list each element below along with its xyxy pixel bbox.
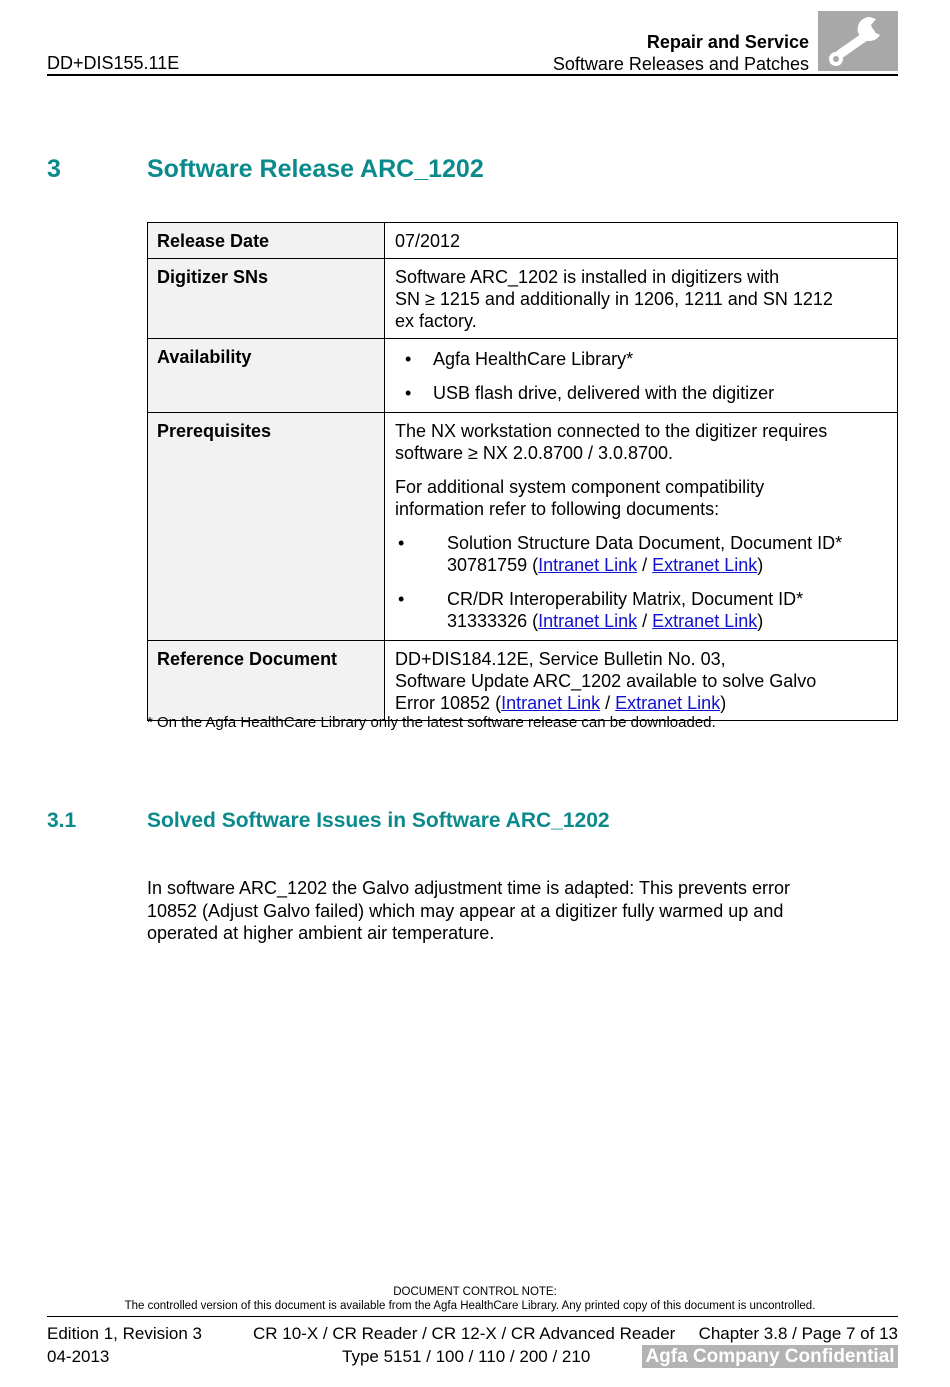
table-row bbox=[148, 641, 898, 721]
compatibility-paragraph bbox=[395, 476, 887, 520]
prerequisites-value bbox=[385, 413, 898, 641]
text-line: The NX workstation connected to the digitizer requires bbox=[395, 421, 828, 441]
subsection-heading bbox=[47, 809, 610, 833]
text-line: 31333326 (Intranet Link / Extranet Link) bbox=[447, 611, 764, 631]
text-line: Software Update ARC_1202 available to solve Galvo bbox=[395, 671, 817, 691]
list-item: • Agfa HealthCare Library* bbox=[395, 348, 887, 370]
intranet-link[interactable]: Intranet Link bbox=[501, 693, 601, 713]
release-date-value: 07/2012 bbox=[385, 223, 898, 259]
release-date-label: Release Date bbox=[148, 223, 385, 259]
table-footnote: * On the Agfa HealthCare Library only the latest software release can be downloaded. bbox=[147, 714, 716, 731]
control-note-text: The controlled version of this document is available from the Agfa HealthCare Library. Any printed copy of this document is uncontrolled. bbox=[124, 1300, 816, 1312]
list-item bbox=[395, 588, 887, 632]
header-rule bbox=[47, 74, 898, 76]
control-note-title: DOCUMENT CONTROL NOTE: bbox=[393, 1286, 557, 1298]
text-line: 30781759 (Intranet Link / Extranet Link) bbox=[447, 555, 764, 575]
text-line: In software ARC_1202 the Galvo adjustment time is adapted: This prevents error bbox=[147, 878, 790, 898]
text-line: 10852 (Adjust Galvo failed) which may appear at a digitizer fully warmed up and bbox=[147, 900, 784, 921]
text-line: information refer to following documents: bbox=[395, 499, 720, 519]
reference-document-value bbox=[385, 641, 898, 721]
digitizer-sns-value bbox=[385, 259, 898, 339]
subsection-body bbox=[147, 877, 867, 945]
text-line: • CR/DR Interoperability Matrix, Document ID* bbox=[447, 589, 804, 609]
availability-label: Availability bbox=[148, 339, 385, 413]
chapter-page: Chapter 3.8 / Page 7 of 13 bbox=[698, 1324, 898, 1343]
confidential-badge: Agfa Company Confidential bbox=[642, 1345, 898, 1368]
prerequisites-label: Prerequisites bbox=[148, 413, 385, 641]
list-item bbox=[395, 532, 887, 576]
header-title: Repair and Service bbox=[646, 32, 809, 52]
document-id-number: 30781759 bbox=[447, 555, 528, 575]
extranet-link[interactable]: Extranet Link bbox=[652, 555, 758, 575]
text-line: For additional system component compatibility bbox=[395, 477, 765, 497]
header-subtitle: Software Releases and Patches bbox=[552, 54, 809, 74]
text-line: SN ≥ 1215 and additionally in 1206, 1211 and SN 1212 bbox=[395, 289, 833, 309]
intranet-link[interactable]: Intranet Link bbox=[538, 555, 638, 575]
list-item: • USB flash drive, delivered with the digitizer bbox=[395, 382, 887, 404]
table-row bbox=[148, 223, 898, 259]
type-list: Type 5151 / 100 / 110 / 200 / 210 bbox=[342, 1347, 591, 1366]
text-line: operated at higher ambient air temperature. bbox=[147, 923, 495, 943]
header-titles bbox=[553, 31, 809, 75]
table-row bbox=[148, 339, 898, 413]
document-id: DD+DIS155.11E bbox=[47, 53, 180, 73]
section-number: 3 bbox=[47, 155, 61, 183]
text-line: • Solution Structure Data Document, Document ID* bbox=[447, 533, 843, 553]
table-row bbox=[148, 259, 898, 339]
table-row bbox=[148, 413, 898, 641]
product-list: CR 10-X / CR Reader / CR 12-X / CR Advanced Reader bbox=[253, 1324, 676, 1343]
footer-rule bbox=[47, 1316, 898, 1317]
text-line: Software ARC_1202 is installed in digitizers with bbox=[395, 267, 780, 287]
edition-date: 04-2013 bbox=[47, 1347, 110, 1366]
text-line: DD+DIS184.12E, Service Bulletin No. 03, bbox=[395, 649, 726, 669]
extranet-link[interactable]: Extranet Link bbox=[615, 693, 721, 713]
prerequisites-paragraph bbox=[395, 420, 887, 464]
error-code: Error 10852 bbox=[395, 693, 491, 713]
wrench-icon bbox=[818, 11, 898, 71]
text-line: Error 10852 (Intranet Link / Extranet Link) bbox=[395, 693, 727, 713]
document-id-number: 31333326 bbox=[447, 611, 528, 631]
extranet-link[interactable]: Extranet Link bbox=[652, 611, 758, 631]
digitizer-sns-label: Digitizer SNs bbox=[148, 259, 385, 339]
subsection-number: 3.1 bbox=[47, 809, 77, 832]
text-line: ex factory. bbox=[395, 311, 477, 331]
edition: Edition 1, Revision 3 bbox=[47, 1324, 202, 1343]
subsection-title: Solved Software Issues in Software ARC_1202 bbox=[147, 809, 610, 832]
reference-document-label: Reference Document bbox=[148, 641, 385, 721]
release-info-table bbox=[147, 222, 898, 721]
section-title: Software Release ARC_1202 bbox=[147, 155, 484, 183]
intranet-link[interactable]: Intranet Link bbox=[538, 611, 638, 631]
text-line: software ≥ NX 2.0.8700 / 3.0.8700. bbox=[395, 443, 674, 463]
availability-value bbox=[385, 339, 898, 413]
section-heading bbox=[47, 155, 484, 184]
